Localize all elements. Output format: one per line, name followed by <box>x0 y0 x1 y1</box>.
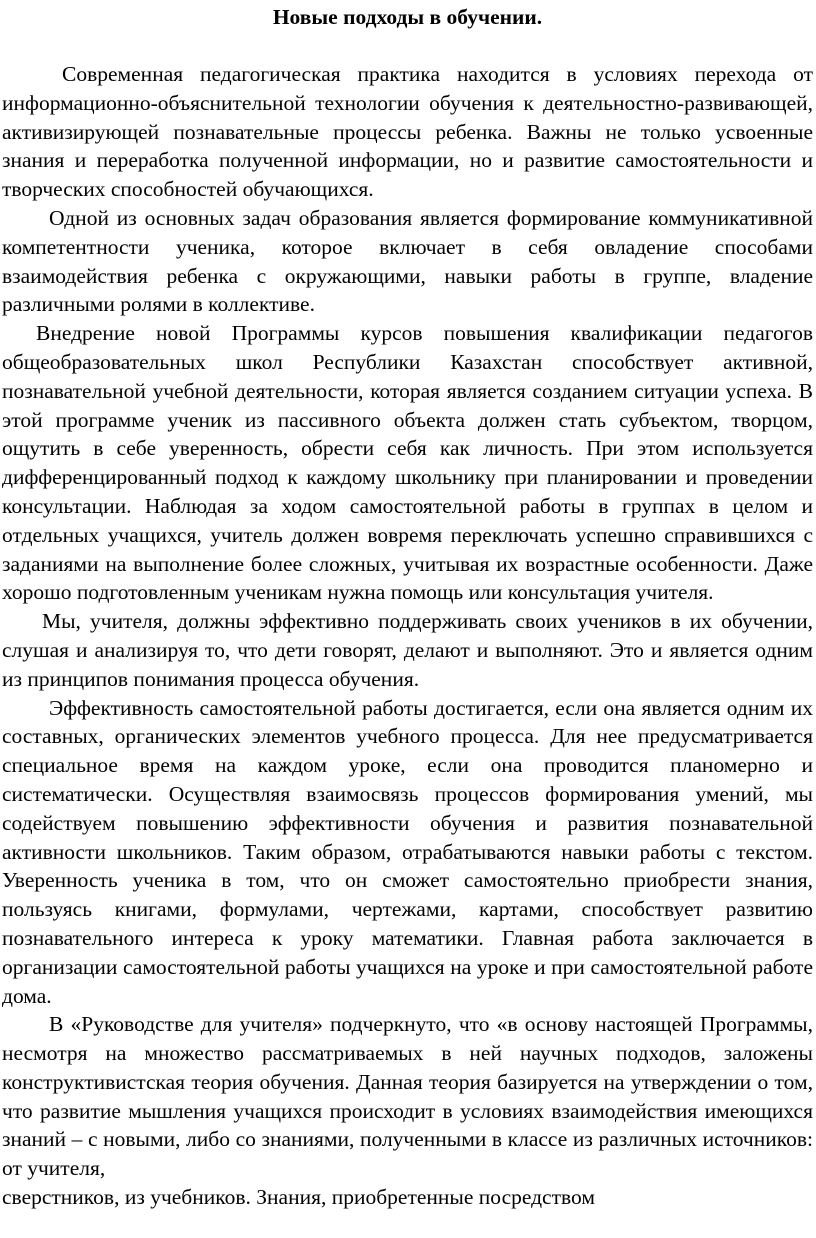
paragraph-5: Эффективность самостоятельной работы достигается, если она является одним их составных, органических элементов учебного процесса. Для нее предусматривается специальное время на каждом уроке, если она проводится планомерно и систематически. Осуществляя взаимосвязь процессов формирования умений, мы содействуем повышению эффективности обучения и развития познавательной активности школьников. Таким образом, отрабатываются навыки работы с текстом. Уверенность ученика в том, что он сможет самостоятельно приобрести знания, пользуясь книгами, формулами, чертежами, картами, способствует развитию познавательного интереса к уроку математики. Главная работа заключается в организации самостоятельной работы учащихся на уроке и при самостоятельной работе дома. <box>2 695 813 1008</box>
paragraph-6: В «Руководстве для учителя» подчеркнуто, что «в основу настоящей Программы, несмотря на множество рассматриваемых в ней научных подходов, заложены конструктивистская теория обучения. Данная теория базируется на утверждении о том, что развитие мышления учащихся происходит в условиях взаимодействия имеющихся знаний – с новыми, либо со знаниями, полученными в классе из различных источников: от учителя, <box>2 1012 813 1181</box>
paragraph-3: Внедрение новой Программы курсов повышения квалификации педагогов общеобразовательных школ Республики Казахстан способствует активной, познавательной учебной деятельности, которая является созданием ситуации успеха. В этой программе ученик из пассивного объекта должен стать субъектом, творцом, ощутить в себе уверенность, обрести себя как личность. При этом используется дифференцированный подход к каждому школьнику при планировании и проведении консультации. Наблюдая за ходом самостоятельной работы в группах в целом и отдельных учащихся, учитель должен вовремя переключать успешно справившихся с заданиями на выполнение более сложных, учитывая их возрастные особенности. Даже хорошо подготовленным ученикам нужна помощь или консультация учителя. <box>2 321 813 605</box>
paragraph-2: Одной из основных задач образования является формирование коммуникативной компетентности ученика, которое включает в себя овладение способами взаимодействия ребенка с окружающими, навыки работы в группе, владение различными ролями в коллективе. <box>2 205 813 317</box>
paragraph-6-continuation: сверстников, из учебников. Знания, приобретенные посредством <box>2 1185 595 1210</box>
document-title: Новые подходы в обучении. <box>272 5 543 29</box>
paragraph-1: Современная педагогическая практика находится в условиях перехода от информационно-объяснительной технологии обучения к деятельностно-развивающей, активизирующей познавательные процессы ребенка. Важны не только усвоенные знания и переработка полученной информации, но и развитие самостоятельности и творческих способностей обучающихся. <box>2 62 813 202</box>
paragraph-4: Мы, учителя, должны эффективно поддерживать своих учеников в их обучении, слушая и анализируя то, что дети говорят, делают и выполняют. Это и является одним из принципов понимания процесса обучения. <box>2 609 813 691</box>
